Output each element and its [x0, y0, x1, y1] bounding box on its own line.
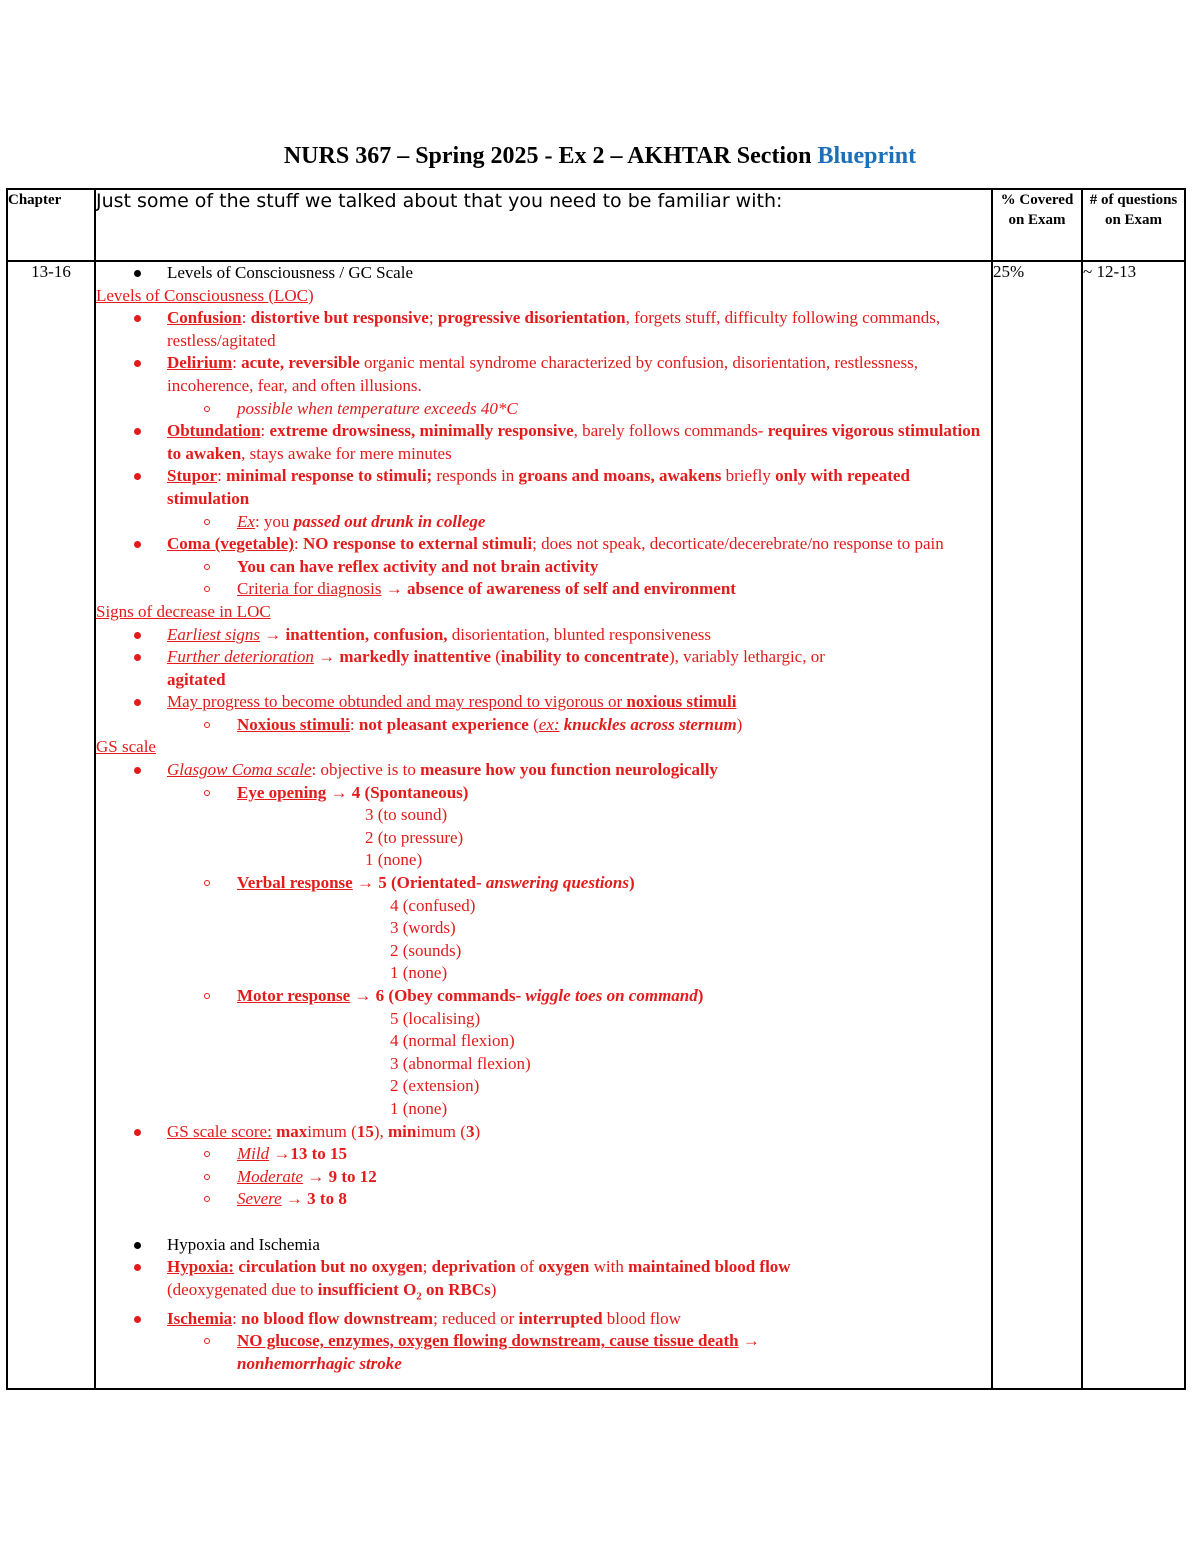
- sub-item: Moderate → 9 to 12: [96, 1166, 991, 1189]
- scale-value: 3 (words): [390, 918, 456, 938]
- list-item: GS scale score: maximum (15), minimum (3): [96, 1121, 991, 1144]
- scale-value: 2 (to pressure): [365, 827, 464, 847]
- list-item: Hypoxia and Ischemia: [96, 1234, 991, 1257]
- list-item: Confusion: distortive but responsive; progressive disorientation, forgets stuff, difficulty following commands, restless/agitated: [96, 307, 991, 352]
- pct-cell: 25%: [992, 261, 1082, 1389]
- list-item-continuation: (deoxygenated due to insufficient $O_2$ on RBCs): [167, 1279, 497, 1303]
- sub-item: Ex: you passed out drunk in college: [96, 511, 991, 534]
- scale-value: 4 (normal flexion): [390, 1031, 515, 1051]
- title-main: NURS 367 – Spring 2025 - Ex 2 – AKHTAR Section: [283, 143, 812, 169]
- sub-item: Verbal response → 5 (Orientated- answering questions): [96, 872, 991, 895]
- list-item: Glasgow Coma scale: objective is to measure how you function neurologically: [96, 759, 991, 782]
- list-item: Further deterioration → markedly inattentive (inability to concentrate), variably lethargic, or agitated: [96, 646, 991, 691]
- scale-value: 1 (none): [390, 963, 448, 983]
- sub-item: Criteria for diagnosis → absence of awareness of self and environment: [96, 578, 991, 601]
- header-questions: # of questions on Exam: [1082, 189, 1185, 261]
- scale-value: 3 (to sound): [365, 805, 448, 825]
- header-chapter: Chapter: [7, 189, 95, 261]
- content-cell: [95, 261, 992, 1389]
- list-item: May progress to become obtunded and may respond to vigorous or noxious stimuli: [96, 691, 991, 714]
- list-item: Stupor: minimal response to stimuli; responds in groans and moans, awakens briefly only with repeated stimulation: [96, 465, 991, 510]
- header-row: [7, 189, 1185, 261]
- header-main: Just some of the stuff we talked about that you need to be familiar with:: [95, 189, 992, 261]
- title-accent: Blueprint: [817, 143, 917, 169]
- scale-value: 3 (abnormal flexion): [390, 1053, 531, 1073]
- scale-value: 1 (none): [365, 850, 423, 870]
- scale-value: 1 (none): [390, 1098, 448, 1118]
- sub-item: Eye opening → 4 (Spontaneous): [96, 782, 991, 805]
- section-heading: Signs of decrease in LOC: [96, 601, 271, 621]
- section-heading: Levels of Consciousness (LOC): [96, 285, 314, 305]
- list-item: Hypoxia: circulation but no oxygen; deprivation of oxygen with maintained blood flow: [96, 1256, 991, 1279]
- sub-item: You can have reflex activity and not brain activity: [96, 556, 991, 579]
- sub-item: Severe → 3 to 8: [96, 1188, 991, 1211]
- scale-value: 2 (extension): [390, 1076, 480, 1096]
- scale-value: 4 (confused): [390, 895, 476, 915]
- blueprint-table: [6, 188, 1186, 1390]
- chapter-cell: 13-16: [7, 261, 95, 1389]
- list-item: Delirium: acute, reversible organic mental syndrome characterized by confusion, disorientation, restlessness, incoherence, fear, and often illusions.: [96, 352, 991, 397]
- sub-item: NO glucose, enzymes, oxygen flowing downstream, cause tissue death → nonhemorrhagic stroke: [96, 1330, 991, 1375]
- sub-item: possible when temperature exceeds 40*C: [96, 398, 991, 421]
- scale-value: 5 (localising): [390, 1008, 481, 1028]
- sub-item: Mild →13 to 15: [96, 1143, 991, 1166]
- document-title: [0, 143, 1200, 170]
- scale-value: 2 (sounds): [390, 940, 462, 960]
- sub-item: Noxious stimuli: not pleasant experience (ex: knuckles across sternum): [96, 714, 991, 737]
- list-item: Obtundation: extreme drowsiness, minimally responsive, barely follows commands- requires vigorous stimulation to awaken, stays awake for mere minutes: [96, 420, 991, 465]
- list-item: Ischemia: no blood flow downstream; reduced or interrupted blood flow: [96, 1308, 991, 1331]
- section-heading: GS scale: [96, 737, 156, 757]
- header-pct: % Covered on Exam: [992, 189, 1082, 261]
- list-item: Levels of Consciousness / GC Scale: [96, 262, 991, 285]
- content-row: [7, 261, 1185, 1389]
- sub-item: Motor response → 6 (Obey commands- wiggle toes on command): [96, 985, 991, 1008]
- list-item: Earliest signs → inattention, confusion, disorientation, blunted responsiveness: [96, 624, 991, 647]
- spacer: [96, 1211, 991, 1234]
- list-item: Coma (vegetable): NO response to external stimuli; does not speak, decorticate/decerebrate/no response to pain: [96, 533, 991, 556]
- questions-cell: ~ 12-13: [1082, 261, 1185, 1389]
